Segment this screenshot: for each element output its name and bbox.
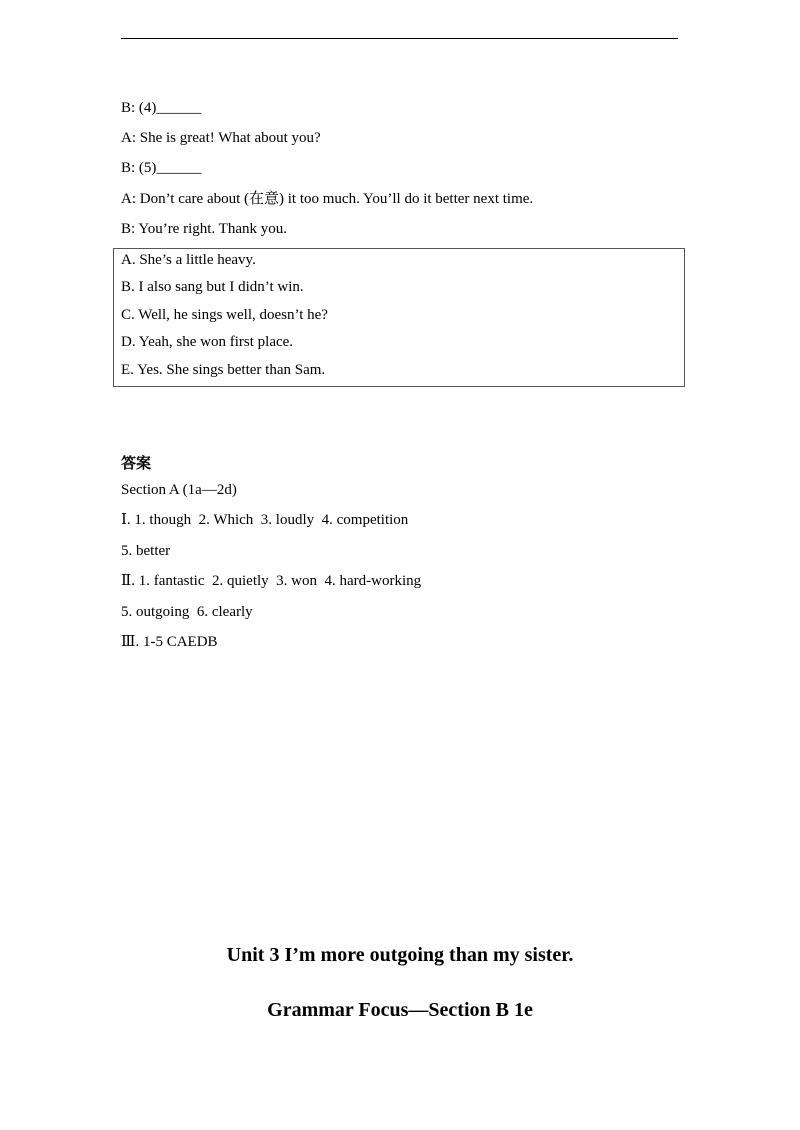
answer-line-4: 5. outgoing 6. clearly [121,604,253,620]
answer-line-3: Ⅱ. 1. fantastic 2. quietly 3. won 4. hard-working [121,573,422,589]
header-rule [121,38,678,39]
answer-line-2: 5. better [121,543,171,559]
answer-line-5: Ⅲ. 1-5 CAEDB [121,634,218,650]
option-e: E. Yes. She sings better than Sam. [121,362,326,378]
dialogue-line-5: B: You’re right. Thank you. [121,221,287,237]
option-d: D. Yeah, she won first place. [121,334,294,350]
dialogue-line-3: B: (5)______ [121,160,202,176]
unit-subtitle: Grammar Focus—Section B 1e [267,999,533,1021]
option-c: C. Well, he sings well, doesn’t he? [121,307,328,323]
unit-title: Unit 3 I’m more outgoing than my sister. [226,944,574,966]
dialogue-line-2: A: She is great! What about you? [121,130,321,146]
option-b: B. I also sang but I didn’t win. [121,279,304,295]
answers-section: Section A (1a—2d) [121,482,237,498]
option-a: A. She’s a little heavy. [121,252,256,268]
options-box [113,248,685,387]
dialogue-line-1: B: (4)______ [121,100,202,116]
answer-line-1: Ⅰ. 1. though 2. Which 3. loudly 4. competition [121,512,409,528]
dialogue-line-4: A: Don’t care about (在意) it too much. You’ll do it better next time. [121,191,534,207]
answers-heading: 答案 [121,454,152,472]
